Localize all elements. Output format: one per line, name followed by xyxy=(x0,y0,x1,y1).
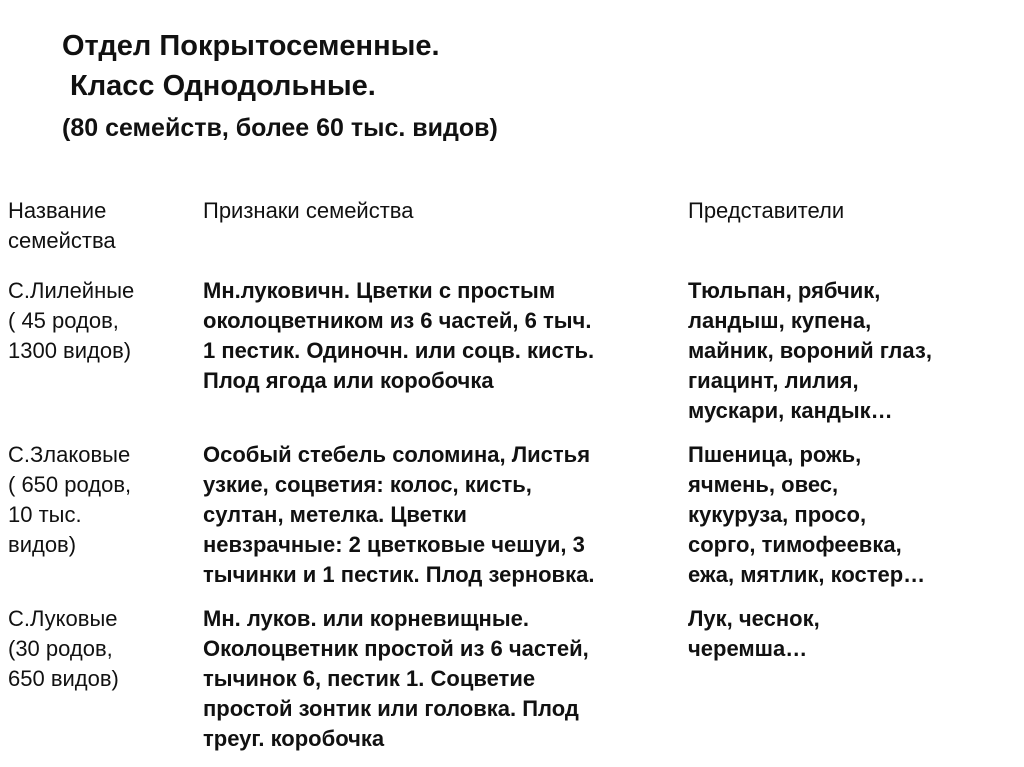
row-2-reps-line: Пшеница, рожь, xyxy=(688,442,862,467)
title-subtitle: (80 семейств, более 60 тыс. видов) xyxy=(62,114,498,142)
row-3-traits-line: треуг. коробочка xyxy=(203,726,385,751)
row-3-reps-line: черемша… xyxy=(688,636,808,661)
header-family-traits: Признаки семейства xyxy=(203,198,414,223)
row-3-reps-line: Лук, чеснок, xyxy=(688,606,820,631)
row-1-representatives xyxy=(688,276,1018,426)
title-line-2: Класс Однодольные. xyxy=(70,70,376,102)
row-2-traits-line: тычинки и 1 пестик. Плод зерновка. xyxy=(203,562,595,587)
row-1-reps-line: мускари, кандык… xyxy=(688,398,893,423)
row-2-reps-line: сорго, тимофеевка, xyxy=(688,532,902,557)
row-3-representatives xyxy=(688,604,1018,664)
row-2-traits-line: узкие, соцветия: колос, кисть, xyxy=(203,472,532,497)
row-1-reps-line: ландыш, купена, xyxy=(688,308,872,333)
row-1-species: 1300 видов) xyxy=(8,338,132,363)
row-2-traits xyxy=(203,440,673,590)
row-2-species-cont: видов) xyxy=(8,532,77,557)
row-1-reps-line: майник, вороний глаз, xyxy=(688,338,932,363)
header-family-name-line2: семейства xyxy=(8,228,116,253)
row-1-traits xyxy=(203,276,673,396)
row-3-family xyxy=(8,604,188,694)
row-3-family-name: С.Луковые xyxy=(8,606,118,631)
row-1-family xyxy=(8,276,188,366)
row-3-traits xyxy=(203,604,673,754)
row-1-traits-line: Мн.луковичн. Цветки с простым xyxy=(203,278,556,303)
row-3-traits-line: Мн. луков. или корневищные. xyxy=(203,606,529,631)
row-1-family-name: С.Лилейные xyxy=(8,278,135,303)
row-2-family-name: С.Злаковые xyxy=(8,442,131,467)
row-2-representatives xyxy=(688,440,1018,590)
row-3-species: 650 видов) xyxy=(8,666,119,691)
row-1-genera: ( 45 родов, xyxy=(8,308,119,333)
row-1-traits-line: 1 пестик. Одиночн. или соцв. кисть. xyxy=(203,338,595,363)
header-family-name-line1: Название xyxy=(8,198,107,223)
row-2-reps-line: ячмень, овес, xyxy=(688,472,839,497)
row-3-genera: (30 родов, xyxy=(8,636,113,661)
header-family-name xyxy=(8,196,188,256)
row-3-traits-line: Околоцветник простой из 6 частей, xyxy=(203,636,589,661)
row-2-species: 10 тыс. xyxy=(8,502,82,527)
row-1-traits-line: Плод ягода или коробочка xyxy=(203,368,494,393)
row-2-reps-line: кукуруза, просо, xyxy=(688,502,867,527)
row-2-traits-line: султан, метелка. Цветки xyxy=(203,502,467,527)
page-title xyxy=(62,26,498,144)
row-1-reps-line: Тюльпан, рябчик, xyxy=(688,278,881,303)
header-representatives: Представители xyxy=(688,198,845,223)
row-1-traits-line: околоцветником из 6 частей, 6 тыч. xyxy=(203,308,592,333)
row-2-traits-line: Особый стебель соломина, Листья xyxy=(203,442,591,467)
row-3-traits-line: простой зонтик или головка. Плод xyxy=(203,696,579,721)
row-2-reps-line: ежа, мятлик, костер… xyxy=(688,562,926,587)
title-line-1: Отдел Покрытосеменные. xyxy=(62,30,440,62)
row-2-traits-line: невзрачные: 2 цветковые чешуи, 3 xyxy=(203,532,585,557)
row-3-traits-line: тычинок 6, пестик 1. Соцветие xyxy=(203,666,536,691)
row-1-reps-line: гиацинт, лилия, xyxy=(688,368,859,393)
row-2-genera: ( 650 родов, xyxy=(8,472,132,497)
row-2-family xyxy=(8,440,188,560)
